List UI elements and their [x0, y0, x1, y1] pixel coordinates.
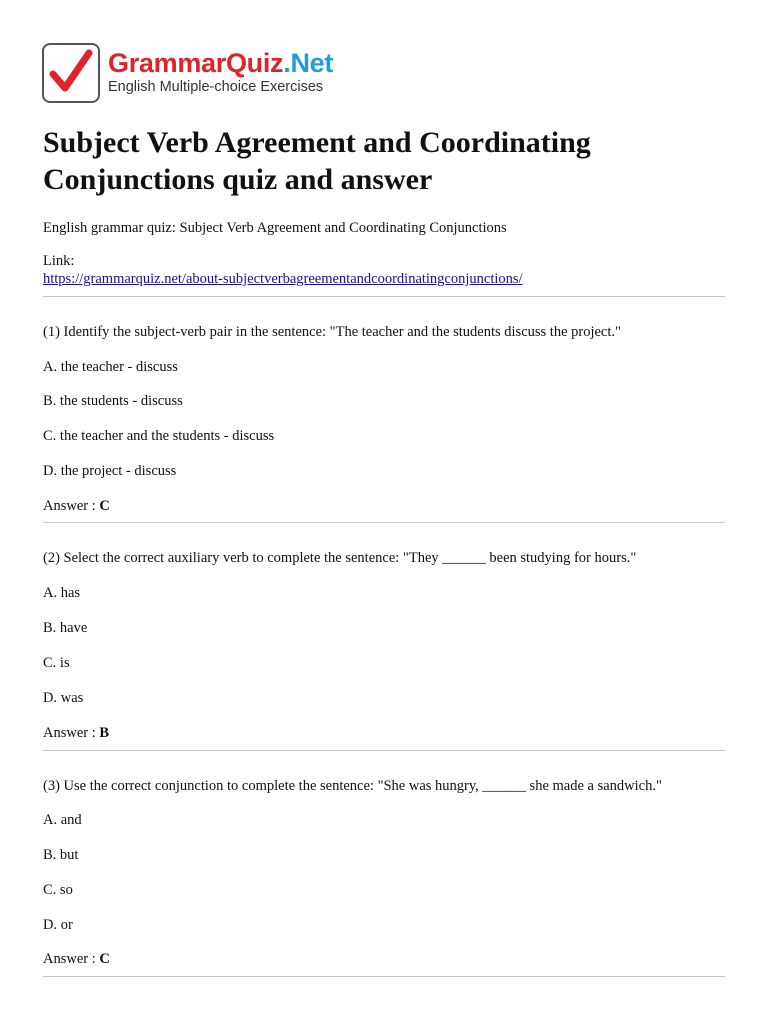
- option-d: D. or: [43, 917, 73, 933]
- brand-name-part1: GrammarQuiz: [108, 48, 284, 78]
- option-c: C. so: [43, 882, 73, 898]
- brand-tagline: English Multiple-choice Exercises: [108, 79, 324, 95]
- option-a: A. the teacher - discuss: [43, 359, 178, 375]
- answer-line: [43, 950, 110, 968]
- option-a: A. has: [43, 585, 81, 601]
- brand-name-part2: .Net: [283, 48, 334, 78]
- option-b: B. have: [43, 620, 88, 636]
- answer-value: C: [99, 951, 110, 967]
- option-c: C. the teacher and the students - discuss: [43, 428, 275, 444]
- brand-name: [108, 48, 333, 78]
- site-logo[interactable]: [42, 43, 333, 103]
- answer-label: Answer :: [43, 725, 100, 741]
- answer-value: C: [99, 498, 110, 514]
- option-a: A. and: [43, 812, 82, 828]
- option-b: B. but: [43, 847, 79, 863]
- brand: [108, 48, 333, 95]
- question-text: (1) Identify the subject-verb pair in the sentence: "The teacher and the students discuss the project.": [43, 324, 621, 340]
- divider: [43, 522, 725, 523]
- answer-line: [43, 497, 110, 515]
- option-c: C. is: [43, 655, 70, 671]
- source-link[interactable]: https://grammarquiz.net/about-subjectverbagreementandcoordinatingconjunctions/: [43, 271, 523, 287]
- page-title: Subject Verb Agreement and Coordinating Conjunctions quiz and answer: [43, 126, 591, 196]
- checkmark-icon: [42, 43, 100, 103]
- divider: [43, 750, 725, 751]
- answer-label: Answer :: [43, 951, 100, 967]
- divider: [43, 296, 725, 297]
- divider: [43, 976, 725, 977]
- question-text: (3) Use the correct conjunction to complete the sentence: "She was hungry, ______ she made a sandwich.": [43, 778, 662, 794]
- link-label: Link:: [43, 253, 75, 269]
- intro-text: English grammar quiz: Subject Verb Agreement and Coordinating Conjunctions: [43, 220, 507, 236]
- answer-label: Answer :: [43, 498, 100, 514]
- option-b: B. the students - discuss: [43, 393, 183, 409]
- option-d: D. the project - discuss: [43, 463, 177, 479]
- answer-line: [43, 724, 109, 742]
- question-text: (2) Select the correct auxiliary verb to complete the sentence: "They ______ been studying for hours.": [43, 550, 637, 566]
- option-d: D. was: [43, 690, 84, 706]
- answer-value: B: [99, 725, 110, 741]
